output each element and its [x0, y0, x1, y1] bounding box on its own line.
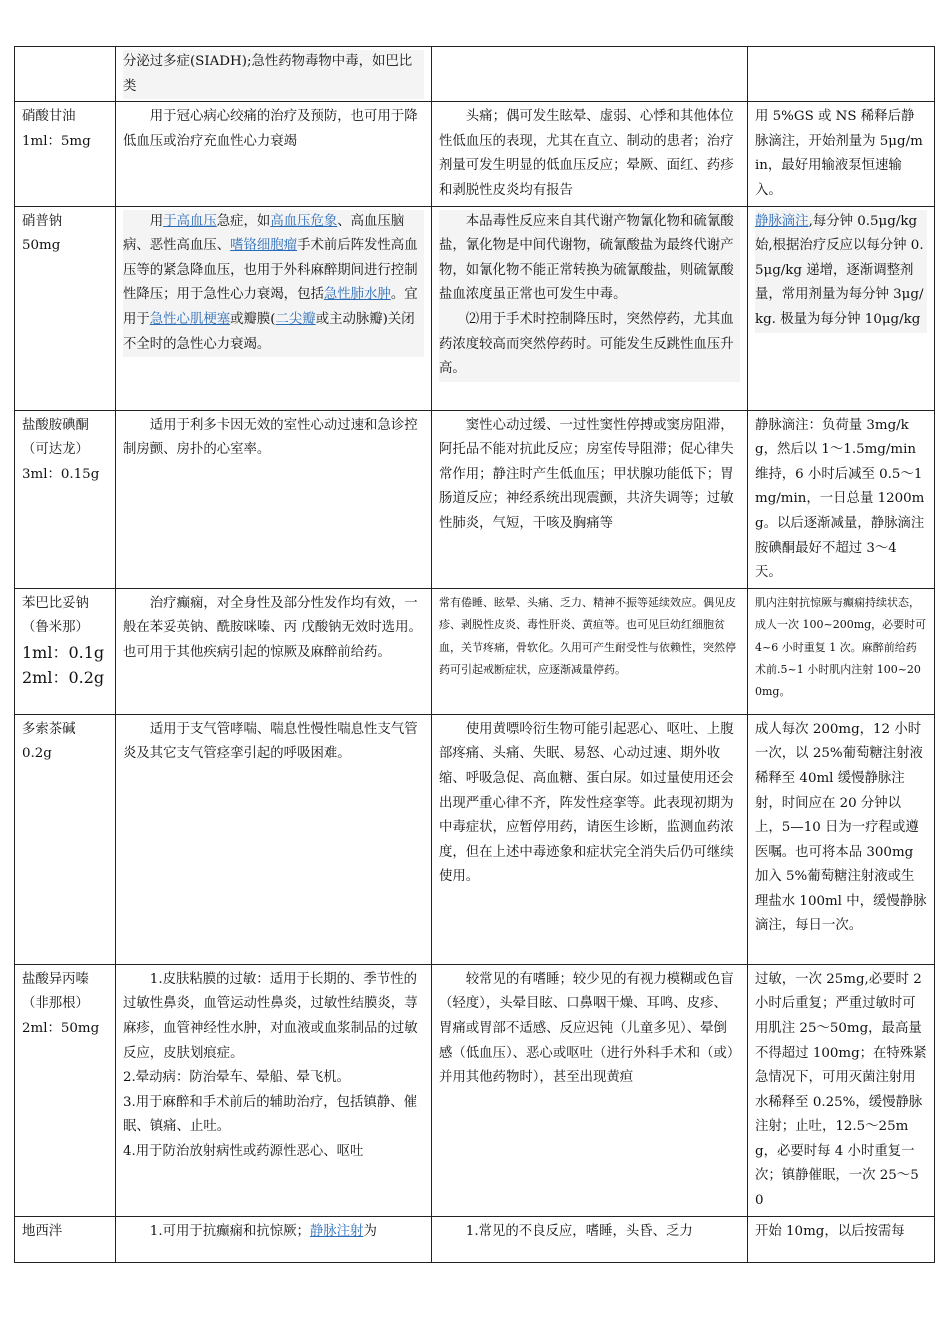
usage-cell: 用 5%GS 或 NS 稀释后静脉滴注，开始剂量为 5μg/min，最好用输液泵恒速输入。: [748, 102, 935, 206]
drug-name-cell: [15, 714, 116, 964]
drug-table: [14, 46, 935, 1263]
drug-name: 盐酸胺碘酮: [22, 417, 89, 433]
drug-spec: 3ml：0.15g: [22, 466, 100, 482]
indication-cell: 用于冠心病心绞痛的治疗及预防，也可用于降低血压或治疗充血性心力衰竭: [116, 102, 432, 206]
drug-name-cell: [15, 206, 116, 410]
drug-spec: 1ml：5mg: [22, 133, 91, 149]
link-acute-myocardial-infarction[interactable]: 急性心肌梗塞: [149, 311, 231, 327]
adverse-cell: 1.常见的不良反应，嗜睡，头昏、乏力: [432, 1216, 748, 1262]
drug-spec: 50mg: [22, 238, 61, 254]
drug-spec: 1ml：0.1g: [22, 642, 105, 662]
table-row: [15, 714, 935, 964]
drug-name: 苯巴比妥钠: [22, 595, 89, 611]
table-row: [15, 1216, 935, 1262]
adverse-cell: 窦性心动过缓、一过性窦性停搏或窦房阻滞，阿托品不能对抗此反应；房室传导阻滞；促心律失常作用；静注时产生低血压；甲状腺功能低下；胃肠道反应；神经系统出现震颤，共济失调等；过敏性肺炎，气短，干咳及胸痛等: [432, 410, 748, 588]
drug-name: 多索茶碱: [22, 721, 76, 737]
indication-cell: 适用于支气管哮喘、喘息性慢性喘息性支气管炎及其它支气管痉挛引起的呼吸困难。: [116, 714, 432, 964]
drug-name-cell: [15, 102, 116, 206]
drug-name: 地西泮: [22, 1223, 63, 1239]
indication-cell: 适用于利多卡因无效的室性心动过速和急诊控制房颤、房扑的心室率。: [116, 410, 432, 588]
adverse-cell: 头痛；偶可发生眩晕、虚弱、心悸和其他体位性低血压的表现，尤其在直立、制动的患者；治疗剂量可发生明显的低血压反应；晕厥、面红、药疹和剥脱性皮炎均有报告: [432, 102, 748, 206]
drug-name: 硝普钠: [22, 213, 63, 229]
adverse-cell: 常有倦睡、眩晕、头痛、乏力、精神不振等延续效应。偶见皮疹、剥脱性皮炎、毒性肝炎、黄疸等。也可见巨幼红细胞贫血，关节疼痛，骨软化。久用可产生耐受性与依赖性，突然停药可引起戒断症状，应逐渐减量停药。: [432, 588, 748, 714]
table-row: [15, 964, 935, 1216]
link-hypertensive-crisis[interactable]: 高血压危象: [270, 213, 338, 229]
table-row: [15, 588, 935, 714]
drug-name-cell: [15, 47, 116, 102]
usage-cell: 成人每次 200mg，12 小时一次，以 25%葡萄糖注射液稀释至 40ml 缓慢静脉注射，时间应在 20 分钟以上，5—10 日为一疗程或遵医嘱。也可将本品 300mg 加入 5%葡萄糖注射液或生理盐水 100ml 中，缓慢静脉滴注，每日一次。: [748, 714, 935, 964]
drug-spec: 2ml：0.2g: [22, 667, 105, 687]
adverse-cell: [432, 47, 748, 102]
link-pheochromocytoma[interactable]: 嗜铬细胞瘤: [230, 238, 298, 254]
indication-cell: 1.皮肤粘膜的过敏：适用于长期的、季节性的过敏性鼻炎，血管运动性鼻炎，过敏性结膜炎，荨麻疹，血管神经性水肿，对血液或血浆制品的过敏反应，皮肤划痕症。 2.晕动病：防治晕车、晕船、晕飞机。 3.用于麻醉和手术前后的辅助治疗，包括镇静、催眠、镇痛、止吐。 4.用于防治放射病性或药源性恶心、呕吐: [116, 964, 432, 1216]
usage-cell: 静脉滴注：负荷量 3mg/kg，然后以 1～1.5mg/min 维持，6 小时后减至 0.5～1mg/min，一日总量 1200mg。以后逐渐减量，静脉滴注胺碘酮最好不超过 3～4 天。: [748, 410, 935, 588]
table-row: [15, 102, 935, 206]
drug-name: 盐酸异丙嗪: [22, 971, 89, 987]
drug-name-cell: [15, 1216, 116, 1262]
usage-cell: [748, 47, 935, 102]
link-iv-injection[interactable]: 静脉注射: [309, 1223, 364, 1239]
adverse-cell: 较常见的有嗜睡；较少见的有视力模糊或色盲（轻度），头晕目眩、口鼻咽干燥、耳鸣、皮疹、胃痛或胃部不适感、反应迟钝（儿童多见）、晕倒感（低血压）、恶心或呕吐（进行外科手术和（或）并用其他药物时），甚至出现黄疸: [432, 964, 748, 1216]
link-acute-pulmonary-edema[interactable]: 急性肺水肿: [323, 287, 391, 303]
usage-cell: 开始 10mg，以后按需每: [748, 1216, 935, 1262]
drug-spec: 2ml：50mg: [22, 1020, 100, 1036]
adverse-cell: 本品毒性反应来自其代谢产物氰化物和硫氰酸盐，氰化物是中间代谢物，硫氰酸盐为最终代谢产物，如氰化物不能正常转换为硫氰酸盐，则硫氰酸盐血浓度虽正常也可发生中毒。 ⑵用于手术时控制降压时，突然停药，尤其血药浓度较高而突然停药时。可能发生反跳性血压升高。: [432, 206, 748, 410]
drug-alias: （鲁米那）: [22, 620, 89, 636]
drug-alias: （可达龙）: [22, 442, 89, 458]
indication-cell: 治疗癫痫，对全身性及部分性发作均有效，一般在苯妥英钠、酰胺咪嗪、丙 戊酸钠无效时选用。也可用于其他疾病引起的惊厥及麻醉前给药。: [116, 588, 432, 714]
drug-spec: 0.2g: [22, 746, 52, 762]
indication-cell: 用于高血压急症，如高血压危象、高血压脑病、恶性高血压、嗜铬细胞瘤手术前后阵发性高血压等的紧急降血压，也用于外科麻醉期间进行控制性降压；用于急性心力衰竭，包括急性肺水肿。宜用于急性心肌梗塞或瓣膜(二尖瓣或主动脉瓣)关闭不全时的急性心力衰竭。: [116, 206, 432, 410]
table-row: [15, 206, 935, 410]
drug-name-cell: [15, 588, 116, 714]
link-iv-drip[interactable]: 静脉滴注: [755, 213, 809, 229]
drug-name-cell: [15, 410, 116, 588]
drug-name-cell: [15, 964, 116, 1216]
link-mitral-valve[interactable]: 二尖瓣: [275, 311, 316, 327]
table-row: [15, 47, 935, 102]
indication-cell: 1.可用于抗癫痫和抗惊厥；静脉注射为: [116, 1216, 432, 1262]
table-row: [15, 410, 935, 588]
indication-cell: 分泌过多症(SIADH);急性药物毒物中毒，如巴比类: [116, 47, 432, 102]
drug-alias: （非那根）: [22, 996, 89, 1012]
adverse-cell: 使用黄嘌呤衍生物可能引起恶心、呕吐、上腹部疼痛、头痛、失眠、易怒、心动过速、期外收缩、呼吸急促、高血糖、蛋白尿。如过量使用还会出现严重心律不齐，阵发性痉挛等。此表现初期为中毒症状，应暂停用药，请医生诊断，监测血药浓度，但在上述中毒迹象和症状完全消失后仍可继续使用。: [432, 714, 748, 964]
usage-cell: 过敏，一次 25mg,必要时 2 小时后重复；严重过敏时可用肌注 25～50mg，最高量不得超过 100mg；在特殊紧急情况下，可用灭菌注射用水稀释至 0.25%，缓慢静脉注射；止吐，12.5～25mg，必要时每 4 小时重复一次；镇静催眠，一次 25～50: [748, 964, 935, 1216]
usage-cell: 静脉滴注,每分钟 0.5μg/kg 始,根据治疗反应以每分钟 0.5μg/kg 递增，逐渐调整剂量，常用剂量为每分钟 3μg/kg. 极量为每分钟 10μg/kg: [748, 206, 935, 410]
usage-cell: 肌内注射抗惊厥与癫痫持续状态，成人一次 100~200mg，必要时可 4~6 小时重复 1 次。麻醉前给药术前.5~1 小时肌内注射 100~200mg。: [748, 588, 935, 714]
link-hypertension[interactable]: 于高血压: [163, 213, 217, 229]
drug-name: 硝酸甘油: [22, 109, 76, 125]
